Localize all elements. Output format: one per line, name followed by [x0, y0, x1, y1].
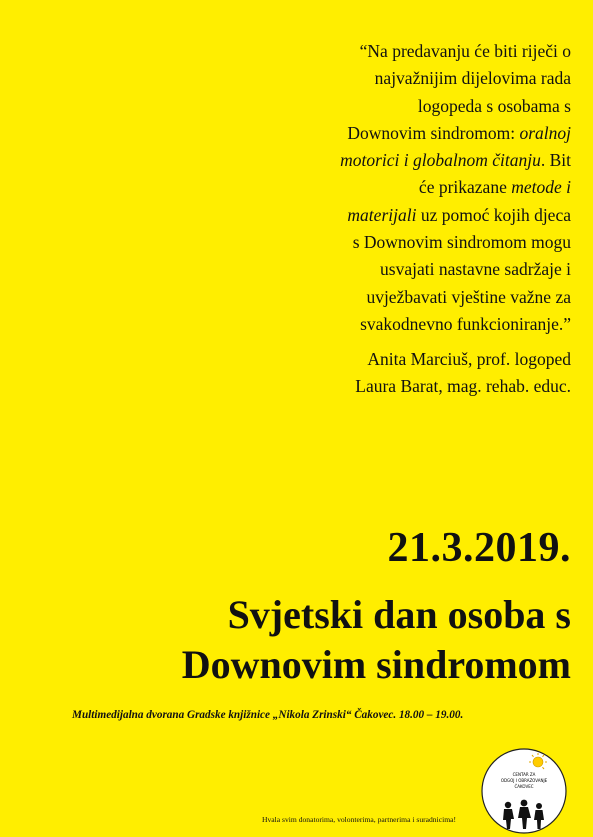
event-title [182, 590, 571, 690]
logo-text: ODGOJ I OBRAZOVANJE [500, 778, 548, 783]
quote-emphasis: motorici i globalnom čitanju [340, 150, 541, 171]
quote-line [286, 147, 571, 174]
event-date: 21.3.2019. [387, 525, 571, 571]
title-line: Downovim sindromom [181, 642, 571, 687]
quote-emphasis: metode i [511, 177, 571, 198]
venue-info: Multimedijalna dvorana Gradske knjižnice „Nikola Zrinski“ Čakovec. 18.00 – 19.00. [72, 709, 464, 721]
thanks-note: Hvala svim donatorima, volonterima, partnerima i suradnicima! [262, 815, 457, 824]
quote-text: će prikazane [418, 177, 512, 198]
children-silhouette-icon [503, 800, 544, 829]
quote-line: svakodnevno funkcioniranje.” [360, 313, 571, 334]
quote-text: . Bit [540, 150, 571, 171]
quote-line [286, 120, 571, 147]
quote-line: “Na predavanju će biti riječi o [359, 41, 571, 61]
quote-block [286, 38, 571, 338]
quote-emphasis: oralnoj [519, 122, 571, 143]
quote-emphasis: materijali [347, 204, 417, 225]
logo-text: CENTAR ZA [512, 772, 536, 777]
quote-line: s Downovim sindromom mogu [352, 232, 571, 253]
author-name: Laura Barat, mag. rehab. educ. [355, 376, 571, 396]
quote-text: Downovim sindromom: [347, 122, 520, 143]
quote-line [286, 174, 571, 201]
author-name: Anita Marciuš, prof. logoped [367, 349, 571, 369]
quote-line: uvježbavati vještine važne za [366, 286, 571, 307]
quote-text: uz pomoć kojih djeca [416, 204, 571, 225]
title-line: Svjetski dan osoba s [227, 592, 571, 637]
quote-line: najvažnijim dijelovima rada [374, 68, 571, 89]
quote-line: usvajati nastavne sadržaje i [380, 259, 571, 280]
authors-block [355, 346, 571, 400]
quote-line: logopeda s osobama s [417, 95, 571, 116]
logo-text: ČAKOVEC [514, 784, 534, 789]
organization-logo [480, 747, 568, 835]
quote-line [286, 202, 571, 229]
